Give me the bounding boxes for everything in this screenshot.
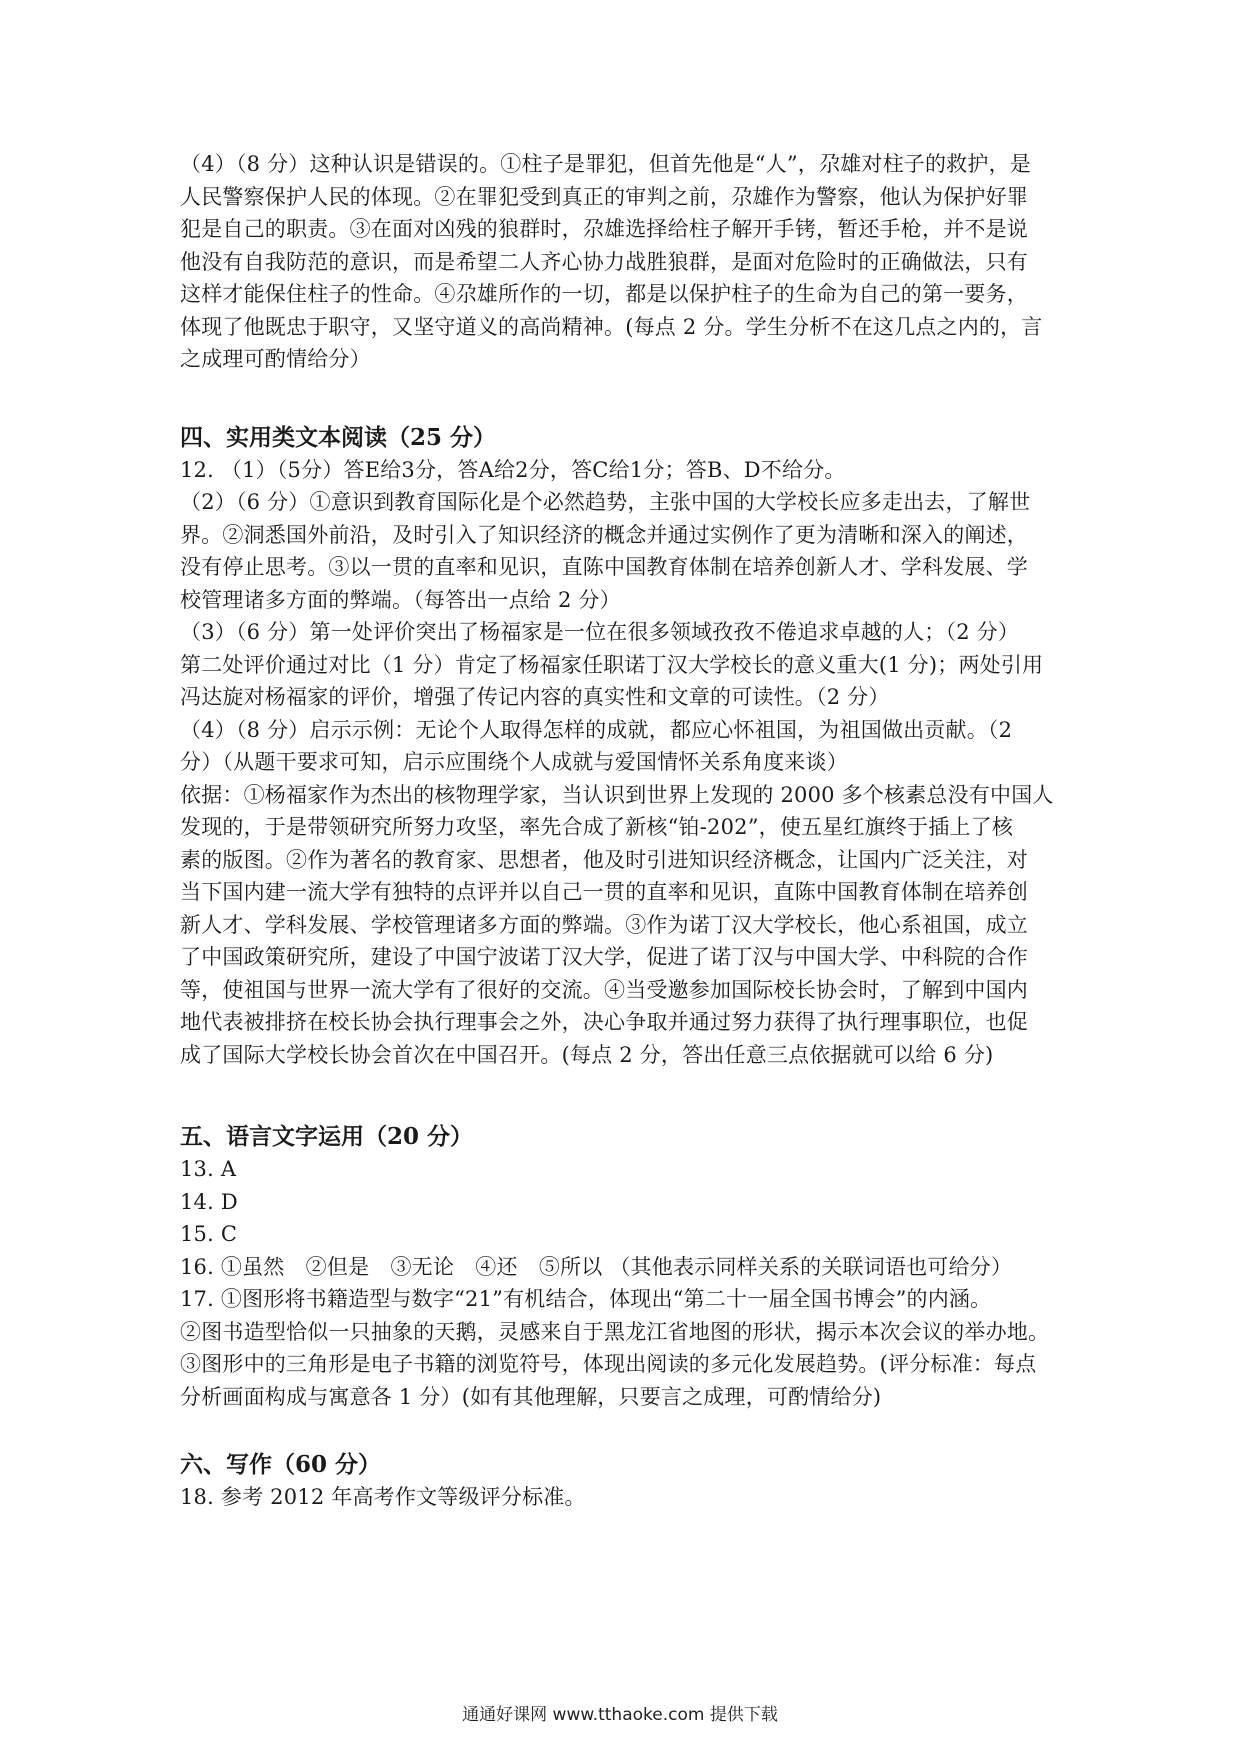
section-6 [180, 1449, 1080, 1514]
q11-part4-block [180, 148, 1080, 376]
text-line: （4）（8 分）这种认识是错误的。①柱子是罪犯，但首先他是“人”，尕雄对柱子的救护，是 [180, 152, 1031, 176]
section-title: 四、实用类文本阅读（25 分） [180, 423, 497, 451]
text-line: 他没有自我防范的意识，而是希望二人齐心协力战胜狼群，是面对危险时的正确做法，只有 [180, 249, 1028, 274]
text-line: 16. ①虽然 ②但是 ③无论 ④还 ⑤所以 （其他表示同样关系的关联词语也可给分） [180, 1254, 1013, 1279]
text-line: 14. D [180, 1189, 238, 1214]
text-line: 界。②洞悉国外前沿，及时引入了知识经济的概念并通过实例作了更为清晰和深入的阐述， [180, 522, 1028, 547]
text-line: 第二处评价通过对比（1 分）肯定了杨福家任职诺丁汉大学校长的意义重大(1 分)；两处引用 [180, 652, 1044, 677]
text-line: 没有停止思考。③以一贯的直率和见识，直陈中国教育体制在培养创新人才、学科发展、学 [180, 555, 1028, 579]
section-5 [180, 1121, 1080, 1413]
text-line: 发现的，于是带领研究所努力攻坚，率先合成了新核“铂-202”，使五星红旗终于插上了核 [180, 815, 1014, 839]
text-line: 15. C [180, 1222, 238, 1246]
text-line: 体现了他既忠于职守，又坚守道义的高尚精神。(每点 2 分。学生分析不在这几点之内的，言 [180, 314, 1043, 339]
text-line: 当下国内建一流大学有独特的点评并以自己一贯的直率和见识，直陈中国教育体制在培养创 [180, 880, 1028, 904]
text-line: 素的版图。②作为著名的教育家、思想者，他及时引进知识经济概念，让国内广泛关注，对 [180, 847, 1028, 872]
text-line: 等，使祖国与世界一流大学有了很好的交流。④当受邀参加国际校长协会时，了解到中国内 [180, 977, 1028, 1002]
text-line: 18. 参考 2012 年高考作文等级评分标准。 [180, 1485, 586, 1509]
answer-page [180, 148, 1080, 1514]
text-line: 13. A [180, 1157, 237, 1181]
text-line: 17. ①图形将书籍造型与数字“21”有机结合，体现出“第二十一届全国书博会”的内涵。 [180, 1287, 992, 1311]
text-line: 犯是自己的职责。③在面对凶残的狼群时，尕雄选择给柱子解开手铐，暂还手枪，并不是说 [180, 217, 1028, 241]
text-line: 分）（从题干要求可知，启示应围绕个人成就与爱国情怀关系角度来谈） [180, 750, 848, 774]
page-footer: 通通好课网 www.tthaoke.com 提供下载 [462, 1705, 778, 1725]
text-line: 12. （1）（5分）答E给3分，答A给2分，答C给1分；答B、D不给分。 [180, 457, 846, 482]
section-4 [180, 422, 1080, 1072]
text-line: 新人才、学科发展、学校管理诸多方面的弊端。③作为诺丁汉大学校长，他心系祖国，成立 [180, 912, 1028, 937]
text-line: 人民警察保护人民的体现。②在罪犯受到真正的审判之前，尕雄作为警察，他认为保护好罪 [180, 184, 1028, 209]
text-line: （3）（6 分）第一处评价突出了杨福家是一位在很多领域孜孜不倦追求卓越的人；（2 分） [180, 620, 1020, 644]
text-line: （4）（8 分）启示示例：无论个人取得怎样的成就，都应心怀祖国，为祖国做出贡献。（2 [180, 717, 1013, 742]
text-line: 冯达旋对杨福家的评价，增强了传记内容的真实性和文章的可读性。（2 分） [180, 685, 890, 709]
text-line: 地代表被排挤在校长协会执行理事会之外，决心争取并通过努力获得了执行理事职位，也促 [180, 1010, 1028, 1034]
text-line: 分析画面构成与寓意各 1 分）(如有其他理解，只要言之成理，可酌情给分) [180, 1384, 882, 1409]
section-title: 六、写作（60 分） [180, 1451, 382, 1478]
text-line: 之成理可酌情给分） [180, 347, 371, 371]
text-line: ③图形中的三角形是电子书籍的浏览符号，体现出阅读的多元化发展趋势。(评分标准：每点 [180, 1352, 1037, 1376]
text-line: 依据：①杨福家作为杰出的核物理学家，当认识到世界上发现的 2000 多个核素总没有中国人 [180, 782, 1054, 807]
text-line: 了中国政策研究所，建设了中国宁波诺丁汉大学，促进了诺丁汉与中国大学、中科院的合作 [180, 945, 1028, 969]
text-line: 校管理诸多方面的弊端。（每答出一点给 2 分） [180, 587, 621, 612]
text-line: 这样才能保住柱子的性命。④尕雄所作的一切，都是以保护柱子的生命为自己的第一要务， [180, 282, 1028, 306]
text-line: （2）（6 分）①意识到教育国际化是个必然趋势，主张中国的大学校长应多走出去，了解世 [180, 490, 1031, 514]
text-line: 成了国际大学校长协会首次在中国召开。(每点 2 分，答出任意三点依据就可以给 6 分) [180, 1042, 994, 1067]
text-line: ②图书造型恰似一只抽象的天鹅，灵感来自于黑龙江省地图的形状，揭示本次会议的举办地。 [180, 1319, 1050, 1344]
section-title: 五、语言文字运用（20 分） [180, 1123, 474, 1150]
